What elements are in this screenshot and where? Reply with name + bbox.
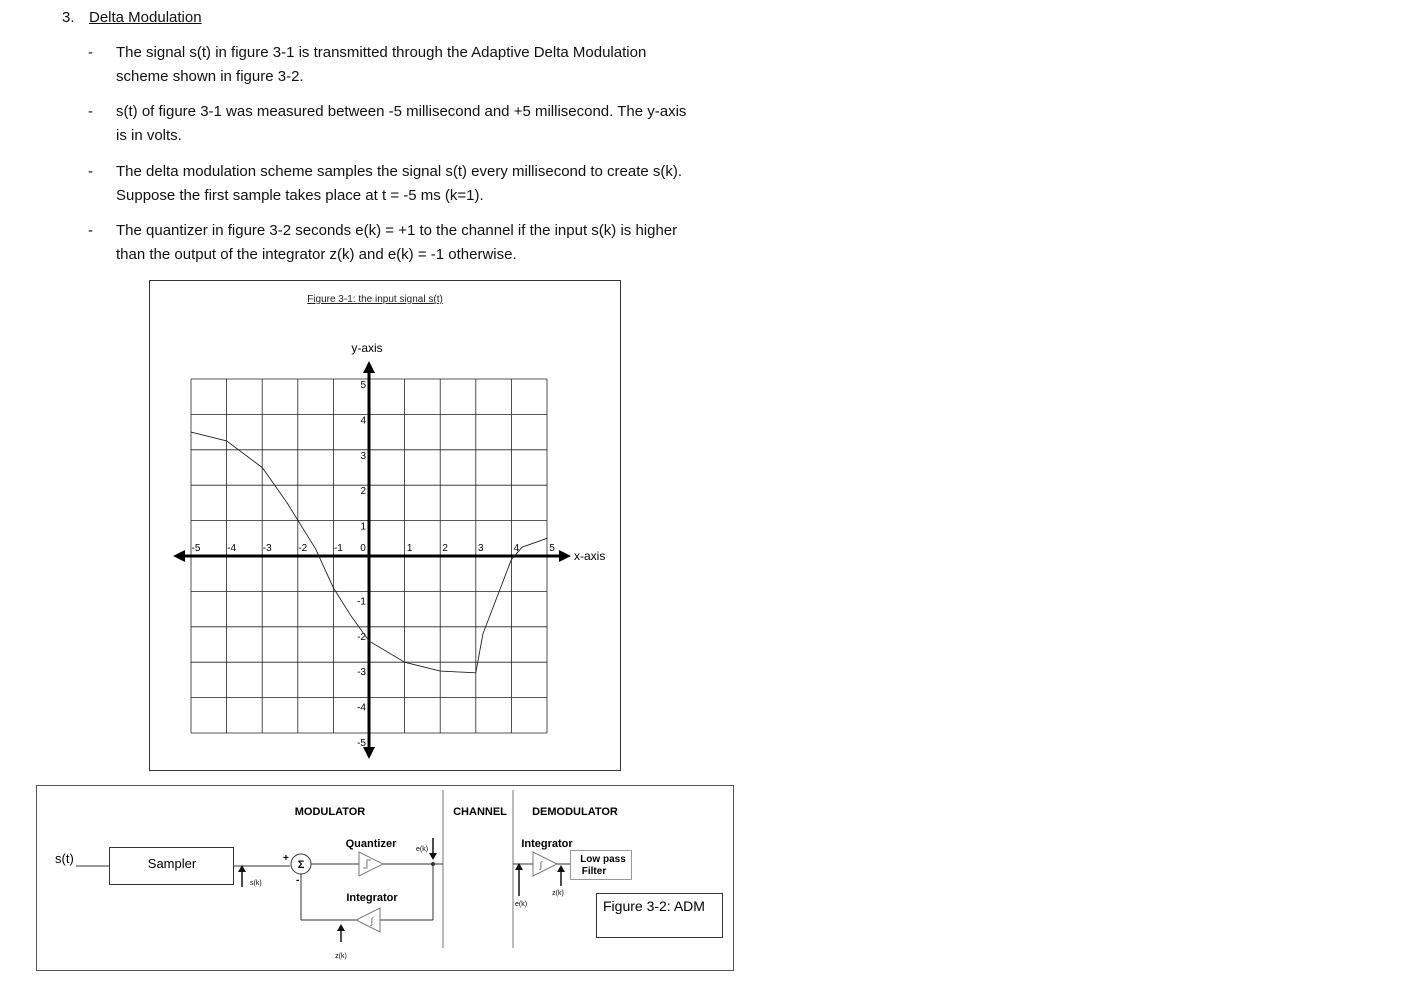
bullet-dash: - xyxy=(88,163,93,180)
bullet-line: scheme shown in figure 3-2. xyxy=(116,68,304,85)
sampler-label: Sampler xyxy=(147,856,197,871)
bullet-line: The signal s(t) in figure 3-1 is transmitted through the Adaptive Delta Modulation xyxy=(116,44,647,61)
section-number: 3. xyxy=(62,9,75,26)
summer-symbol: Σ xyxy=(297,859,305,871)
quantizer-block xyxy=(359,852,383,876)
integrator-mod-label: Integrator xyxy=(346,892,398,904)
x-tick-label: 1 xyxy=(406,543,413,554)
y-axis-label: y-axis xyxy=(351,341,383,355)
x-tick-label: 3 xyxy=(478,543,484,554)
bullet-dash: - xyxy=(88,222,93,239)
summer-minus: - xyxy=(296,875,300,886)
demod-ek-label: e(k) xyxy=(514,901,528,908)
ek-arrow-head xyxy=(429,853,437,860)
bullet-dash: - xyxy=(88,44,93,61)
filter-label: Filter xyxy=(581,866,607,877)
figure-caption: Figure 3-2: ADM xyxy=(603,898,705,914)
x-tick-label: -4 xyxy=(227,543,237,554)
sk-label: s(k) xyxy=(250,880,262,887)
x-tick-label: -1 xyxy=(333,543,343,554)
y-tick-label: 5 xyxy=(360,380,366,391)
bullet-dash: - xyxy=(88,103,93,120)
x-axis-label: x-axis xyxy=(574,549,606,563)
bullet-line: s(t) of figure 3-1 was measured between -5 millisecond and +5 millisecond. The y-axis xyxy=(116,103,687,120)
x-tick-label: 4 xyxy=(513,543,520,554)
integral-symbol: ∫ xyxy=(539,860,543,870)
x-tick-label: 0 xyxy=(360,543,366,554)
y-tick-label: -2 xyxy=(357,631,366,643)
y-tick-label: -1 xyxy=(357,596,366,608)
bullet-line: The quantizer in figure 3-2 seconds e(k) = +1 to the channel if the input s(k) is higher xyxy=(116,222,678,239)
x-tick-label: -3 xyxy=(262,543,272,554)
demod-zk-label: z(k) xyxy=(552,890,564,897)
input-label: s(t) xyxy=(55,851,74,866)
quantizer-label: Quantizer xyxy=(345,838,397,850)
summer-plus: + xyxy=(283,853,289,864)
x-tick-label: 5 xyxy=(549,543,555,554)
demodulator-label: DEMODULATOR xyxy=(532,806,618,818)
integrator-mod-block xyxy=(356,908,380,932)
figure-caption: Figure 3-1: the input signal s(t) xyxy=(307,294,443,305)
section-title: Delta Modulation xyxy=(89,9,202,26)
integrator-demod-label: Integrator xyxy=(521,838,573,850)
zk-arrow-head xyxy=(337,924,345,931)
y-tick-label: 3 xyxy=(360,450,366,462)
ek-label: e(k) xyxy=(416,846,429,853)
low-pass-label: Low pass xyxy=(580,854,626,865)
modulator-label: MODULATOR xyxy=(294,806,366,818)
x-tick-label: -5 xyxy=(191,543,201,554)
x-tick-label: -2 xyxy=(298,543,308,554)
channel-label: CHANNEL xyxy=(453,806,507,818)
bullet-line: The delta modulation scheme samples the signal s(t) every millisecond to create s(k). xyxy=(116,163,683,180)
x-tick-label: 2 xyxy=(442,543,448,554)
bullet-line: is in volts. xyxy=(116,127,182,144)
zk-label: z(k) xyxy=(335,953,347,960)
y-tick-label: -5 xyxy=(357,738,366,749)
demod-zk-arrow-head xyxy=(557,865,565,872)
integral-symbol: ∫ xyxy=(370,916,374,926)
y-tick-label: -3 xyxy=(357,667,366,679)
bullet-line: than the output of the integrator z(k) and e(k) = -1 otherwise. xyxy=(116,246,517,263)
y-tick-label: 4 xyxy=(360,415,366,427)
y-tick-label: -4 xyxy=(357,702,366,714)
y-tick-label: 2 xyxy=(360,486,366,498)
y-tick-label: 1 xyxy=(360,521,366,533)
bullet-line: Suppose the first sample takes place at t = -5 ms (k=1). xyxy=(116,187,484,204)
integrator-demod-block xyxy=(533,852,557,876)
